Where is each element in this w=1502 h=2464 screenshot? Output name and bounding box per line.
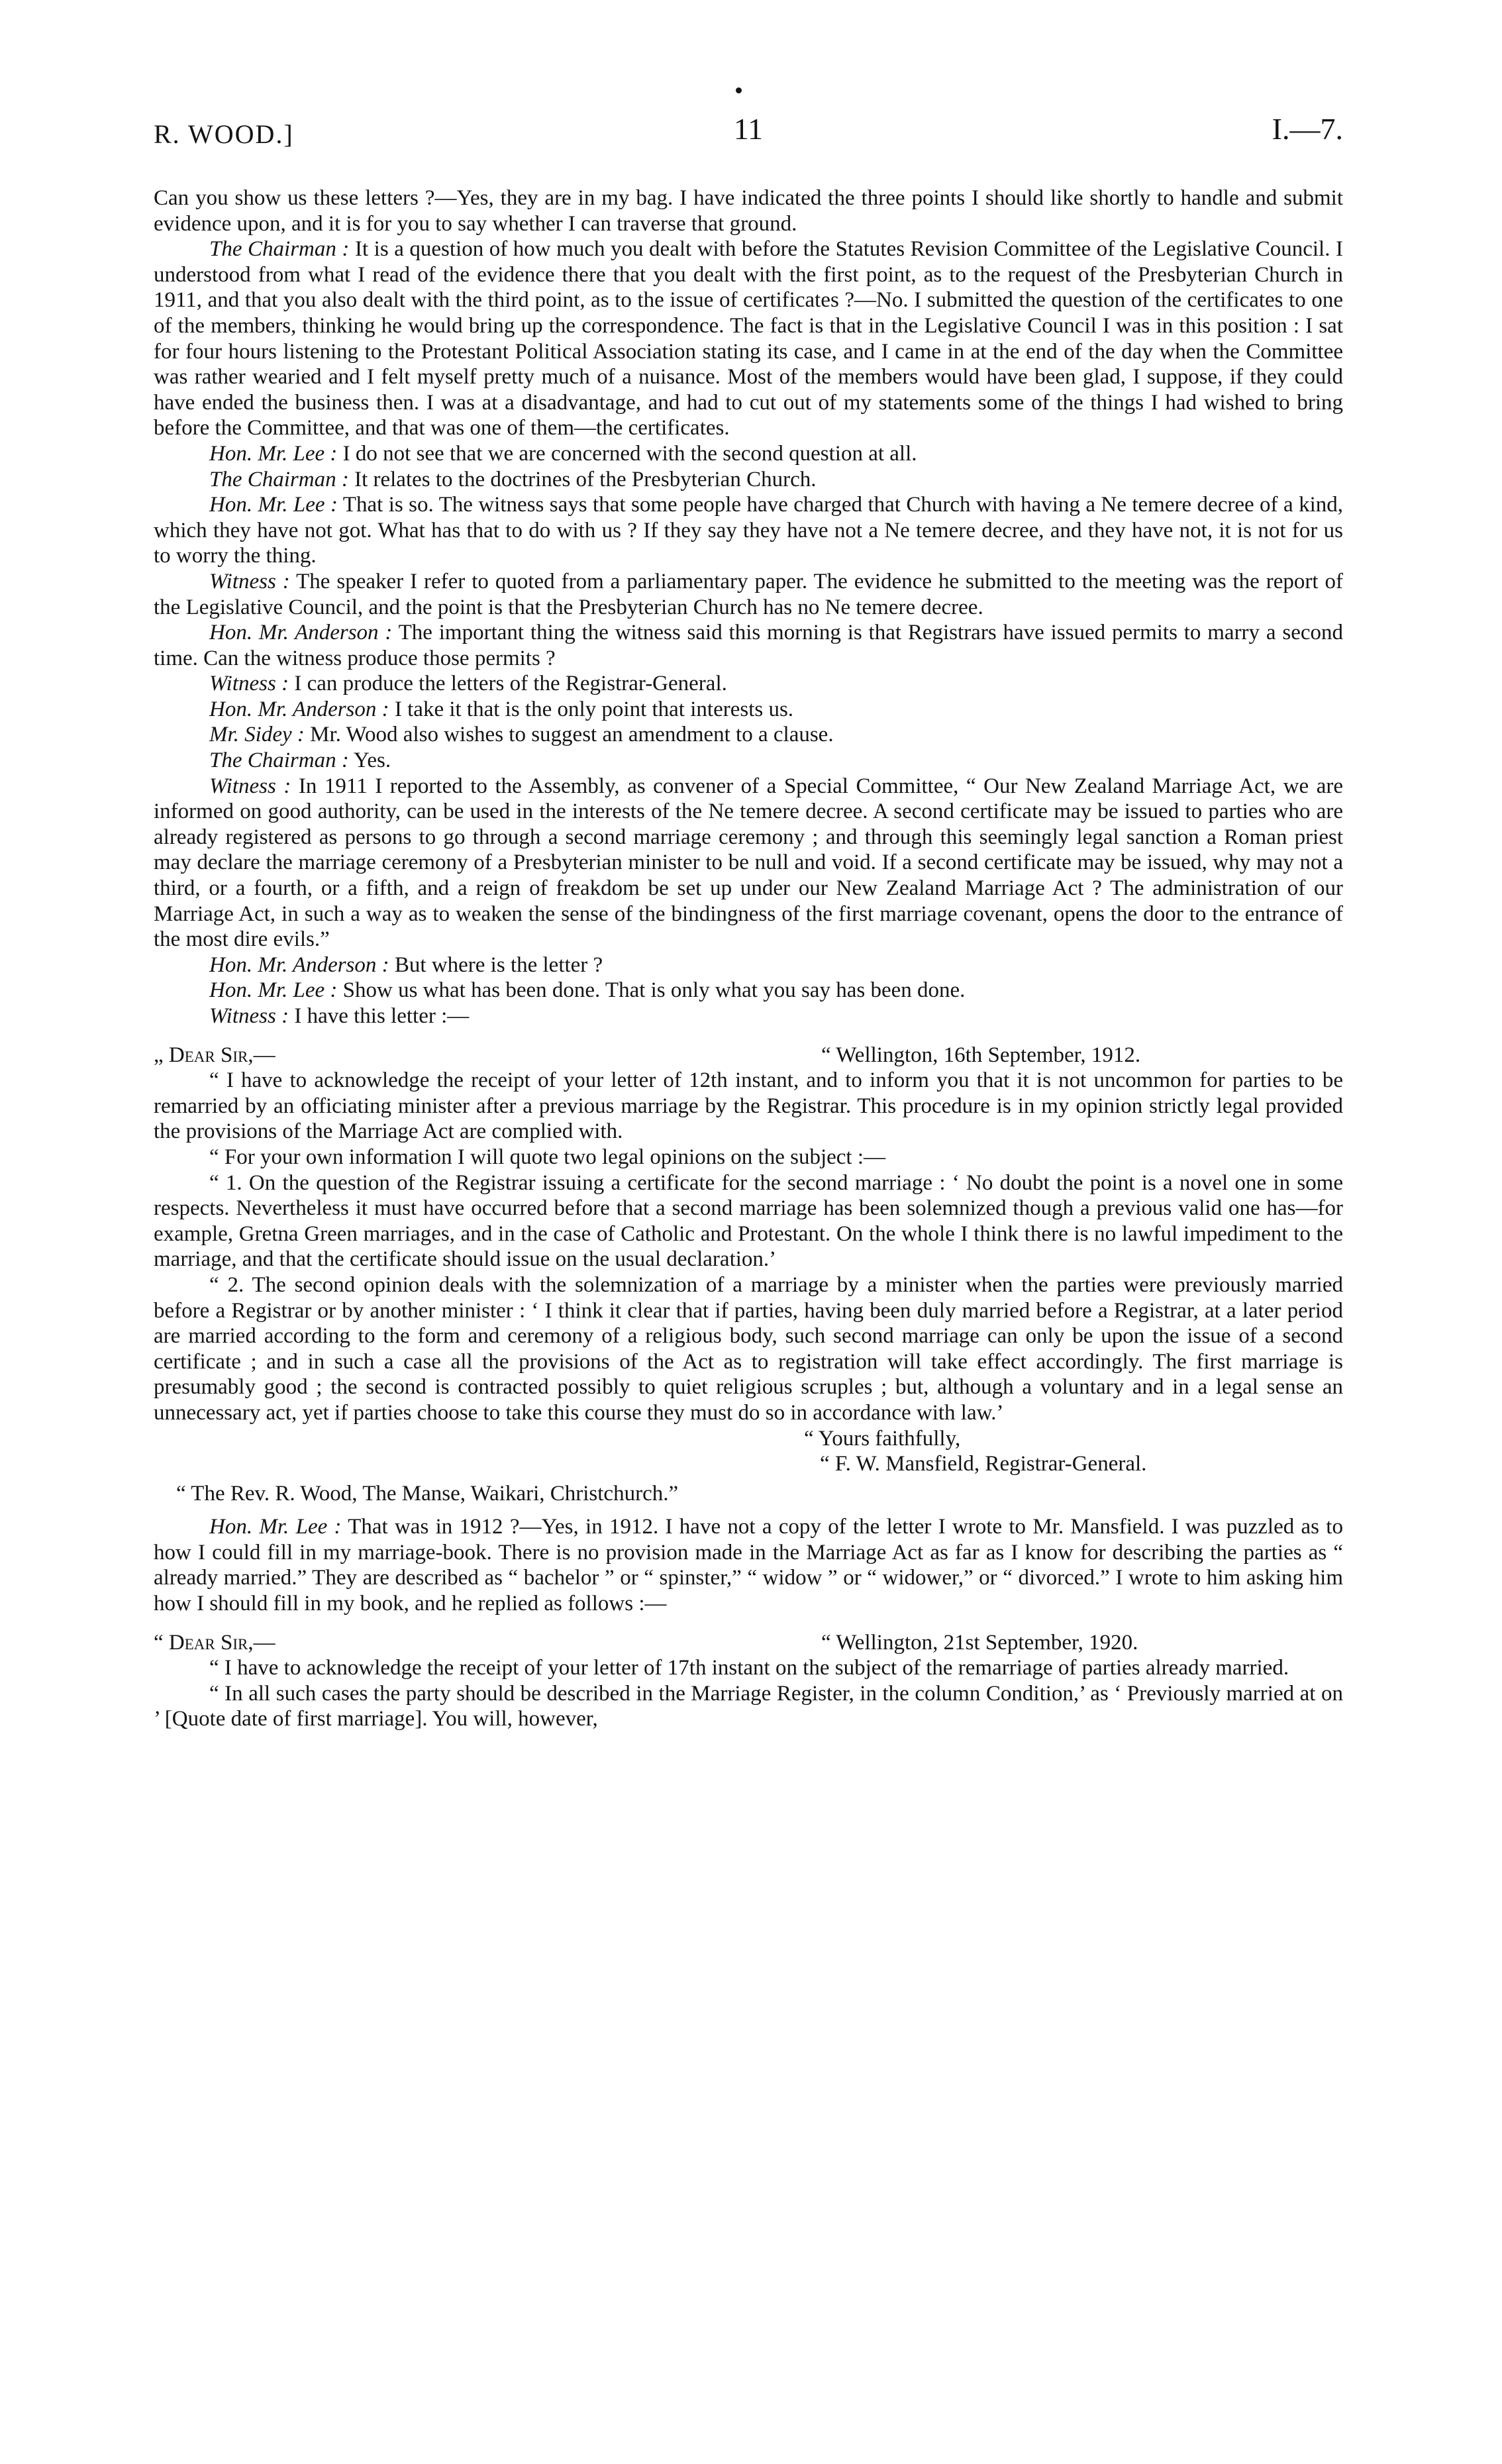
letter-signature: “ F. W. Mansfield, Registrar-General. <box>820 1452 1147 1476</box>
letter-paragraph: “ In all such cases the party should be described in the Marriage Register, in the column Condition,’ as ‘ Previously married at on ’ [Quote date of first marriage]. You will, however, <box>154 1681 1343 1731</box>
page-number: 11 <box>733 112 764 146</box>
speaker: Hon. Mr. Lee : <box>209 441 338 466</box>
speaker: Witness : <box>209 774 291 798</box>
letter-paragraph: “ For your own information I will quote two legal opinions on the subject :— <box>209 1145 886 1169</box>
letter-salutation-line <box>154 1630 1343 1656</box>
ink-dot <box>736 87 742 93</box>
paragraph: Witness : I have this letter :— <box>209 1004 470 1028</box>
letter-paragraph: “ I have to acknowledge the receipt of your letter of 17th instant on the subject of the remarriage of parties already married. <box>209 1656 1289 1680</box>
letter-address: “ The Rev. R. Wood, The Manse, Waikari, Christchurch.” <box>176 1481 679 1506</box>
paragraph: The Chairman : It relates to the doctrines of the Presbyterian Church. <box>209 467 817 491</box>
salutation: “ Dear Sir,— <box>154 1630 275 1655</box>
paragraph: Hon. Mr. Lee : I do not see that we are concerned with the second question at all. <box>209 441 917 466</box>
letter-paragraph: “ 1. On the question of the Registrar issuing a certificate for the second marriage : ‘ No doubt the point is a novel one in some respects. Nevertheless it must have occurred before that a second marriage has been solemnized though a previous valid one has—for example, Gretna Green marriages, and in the case of Catholic and Protestant. On the whole I think there is no lawful impediment to the marriage, and that the certificate should issue on the usual declaration.’ <box>154 1170 1343 1272</box>
letter-salutation-line <box>154 1043 1343 1068</box>
letter-date: “ Wellington, 21st September, 1920. <box>821 1630 1138 1655</box>
paragraph: Witness : I can produce the letters of the Registrar-General. <box>209 672 727 696</box>
paragraph: The Chairman : Yes. <box>209 748 391 773</box>
speaker: Witness : <box>209 1004 289 1028</box>
speaker: Hon. Mr. Anderson : <box>209 697 389 721</box>
paragraph: Hon. Mr. Anderson : I take it that is the only point that interests us. <box>209 697 794 721</box>
salutation: „ Dear Sir,— <box>154 1043 275 1067</box>
speaker: The Chairman : <box>209 748 349 773</box>
speaker: The Chairman : <box>209 467 349 491</box>
paragraph: Hon. Mr. Lee : That is so. The witness says that some people have charged that Church with having a Ne temere decree of a kind, which they have not got. What has that to do with us ? If they say they have not a Ne temere decree, and they have not, it is not for us to worry the thing. <box>154 493 1343 568</box>
paragraph: Hon. Mr. Anderson : But where is the letter ? <box>209 952 603 977</box>
paragraph: Witness : The speaker I refer to quoted from a parliamentary paper. The evidence he submitted to the meeting was the report of the Legislative Council, and the point is that the Presbyterian Church has no Ne temere decree. <box>154 569 1343 619</box>
header-right: I.—7. <box>1272 112 1343 146</box>
speaker: Hon. Mr. Anderson : <box>209 952 389 977</box>
letter-paragraph: “ 2. The second opinion deals with the solemnization of a marriage by a minister when the parties were previously married before a Registrar or by another minister : ‘ I think it clear that if parties, having been duly married before a Registrar, at a later period are married according to the form and ceremony of a religious body, such second marriage can only be upon the issue of a second certificate ; and in such a case all the provisions of the Act as to registration will take effect accordingly. The first marriage is presumably good ; the second is contracted possibly to quiet religious scruples ; but, although a voluntary and in a legal sense an unnecessary act, yet if parties choose to take this course they must do so in accordance with law.’ <box>154 1272 1343 1425</box>
letter-paragraph: “ I have to acknowledge the receipt of your letter of 12th instant, and to inform you that it is not uncommon for parties to be remarried by an officiating minister after a previous marriage by the Registrar. This procedure is in my opinion strictly legal provided the provisions of the Marriage Act are complied with. <box>154 1068 1343 1144</box>
speaker: Witness : <box>209 569 290 593</box>
page-header <box>154 112 1343 156</box>
speaker: Hon. Mr. Lee : <box>209 978 338 1003</box>
speaker: Mr. Sidey : <box>209 723 305 747</box>
speaker: Hon. Mr. Lee : <box>209 493 338 517</box>
paragraph: Hon. Mr. Anderson : The important thing the witness said this morning is that Registrars have issued permits to marry a second time. Can the witness produce those permits ? <box>154 621 1343 670</box>
header-left: R. WOOD.] <box>154 119 294 149</box>
paragraph: Mr. Sidey : Mr. Wood also wishes to suggest an amendment to a clause. <box>209 723 834 747</box>
speaker: Hon. Mr. Lee : <box>209 1515 342 1539</box>
letter-date: “ Wellington, 16th September, 1912. <box>821 1043 1141 1067</box>
paragraph: Can you show us these letters ?—Yes, they are in my bag. I have indicated the three points I should like shortly to handle and submit evidence upon, and it is for you to say whether I can traverse that ground. <box>154 186 1343 236</box>
speaker: Witness : <box>209 672 289 696</box>
paragraph: Witness : In 1911 I reported to the Assembly, as convener of a Special Committee, “ Our New Zealand Marriage Act, we are informed on good authority, can be used in the interests of the Ne temere decree. A second certificate may be issued to parties who are already registered as persons to go through a second marriage ceremony ; and through this seemingly legal sanction a Roman priest may declare the marriage ceremony of a Presbyterian minister to be null and void. If a second certificate may be issued, why may not a third, or a fourth, or a fifth, and a reign of freakdom be set up under our New Zealand Marriage Act ? The administration of our Marriage Act, in such a way as to weaken the sense of the bindingness of the first marriage covenant, opens the door to the entrance of the most dire evils.” <box>154 774 1343 952</box>
speaker: The Chairman : <box>209 237 350 262</box>
letter-closing: “ Yours faithfully, <box>804 1426 961 1451</box>
paragraph: Hon. Mr. Lee : Show us what has been done. That is only what you say has been done. <box>209 978 966 1003</box>
paragraph: The Chairman : It is a question of how much you dealt with before the Statutes Revision Committee of the Legislative Council. I understood from what I read of the evidence there that you dealt with the first point, as to the request of the Presbyterian Church in 1911, and that you also dealt with the third point, as to the issue of certificates ?—No. I submitted the question of the certificates to one of the members, thinking he would bring up the correspondence. The fact is that in the Legislative Council I was in this position : I sat for four hours listening to the Protestant Political Association stating its case, and I came in at the end of the day when the Committee was rather wearied and I felt myself pretty much of a nuisance. Most of the members would have been glad, I suppose, if they could have ended the business then. I was at a disadvantage, and had to cut out of my statements some of the things I had wished to bring before the Committee, and that was one of them—the certificates. <box>154 237 1343 440</box>
speaker: Hon. Mr. Anderson : <box>209 621 393 645</box>
document-body <box>154 185 1343 1732</box>
paragraph: Hon. Mr. Lee : That was in 1912 ?—Yes, in 1912. I have not a copy of the letter I wrote to Mr. Mansfield. I was puzzled as to how I could fill in my marriage-book. There is no provision made in the Marriage Act as far as I know for describing the parties as “ already married.” They are described as “ bachelor ” or “ spinster,” “ widow ” or “ widower,” or “ divorced.” I wrote to him asking him how I should fill in my book, and he replied as follows :— <box>154 1515 1343 1616</box>
